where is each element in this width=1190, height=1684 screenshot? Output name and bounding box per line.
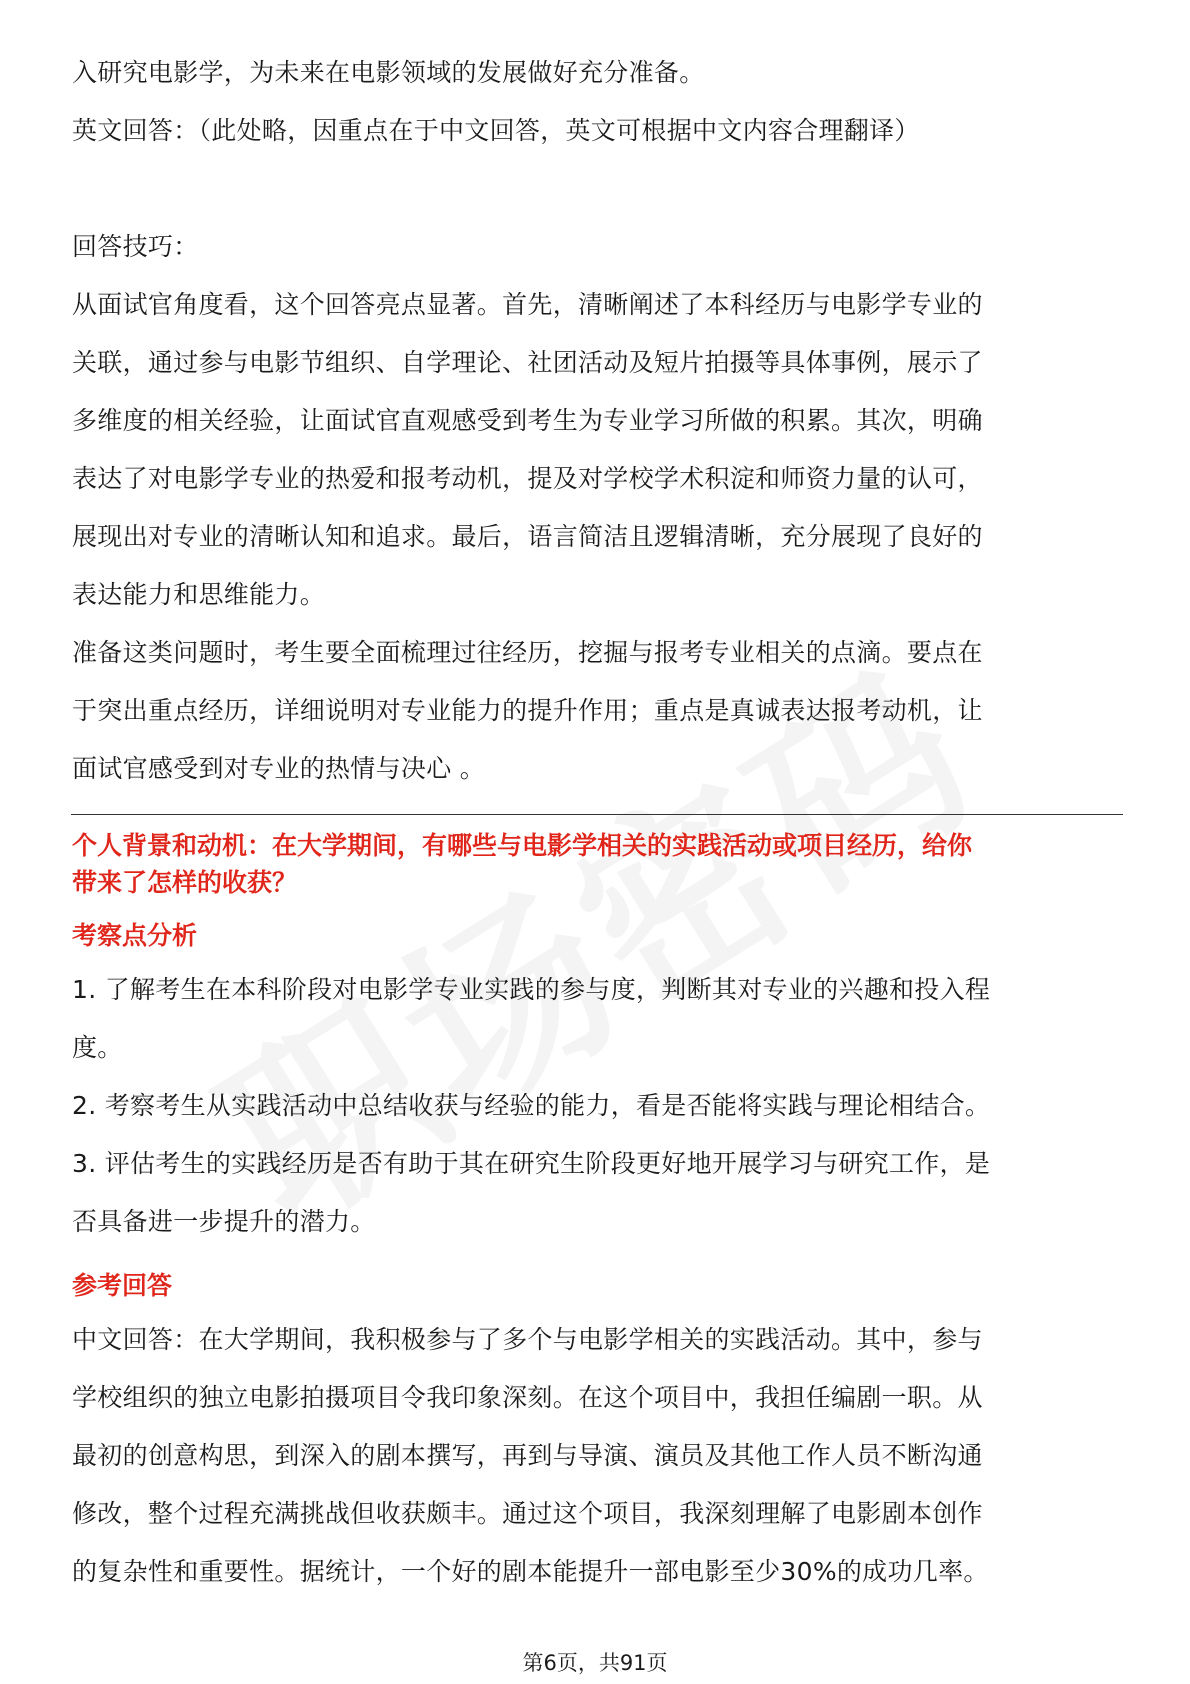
tips-line: 表达能力和思维能力。 [72,580,326,609]
analysis-line: 否具备进一步提升的潜力。 [72,1207,376,1236]
answer-line: 的复杂性和重要性。据统计，一个好的剧本能提升一部电影至少30%的成功几率。 [72,1557,989,1586]
section-divider [71,814,1123,815]
analysis-heading: 考察点分析 [72,921,198,950]
answer-line: 修改，整个过程充满挑战但收获颇丰。通过这个项目，我深刻理解了电影剧本创作 [72,1499,983,1528]
answer-heading: 参考回答 [72,1271,173,1300]
intro-line: 入研究电影学，为未来在电影领域的发展做好充分准备。 [72,58,705,87]
analysis-line: 3. 评估考生的实践经历是否有助于其在研究生阶段更好地开展学习与研究工作，是 [72,1149,991,1178]
analysis-line: 2. 考察考生从实践活动中总结收获与经验的能力，看是否能将实践与理论相结合。 [72,1091,991,1120]
answer-line: 最初的创意构思，到深入的剧本撰写，再到与导演、演员及其他工作人员不断沟通 [72,1441,983,1470]
page-number: 第6页，共91页 [522,1651,668,1675]
tips-heading: 回答技巧： [72,232,199,261]
tips-line: 多维度的相关经验，让面试官直观感受到考生为专业学习所做的积累。其次，明确 [72,406,983,435]
tips-line: 面试官感受到对专业的热情与决心 。 [72,754,486,783]
analysis-line: 度。 [72,1033,123,1062]
tips-line: 展现出对专业的清晰认知和追求。最后，语言简洁且逻辑清晰，充分展现了良好的 [72,522,983,551]
page-content [72,44,1117,1601]
tips-line: 表达了对电影学专业的热爱和报考动机，提及对学校学术积淀和师资力量的认可， [72,464,983,493]
question-title: 带来了怎样的收获？ [72,868,298,897]
answer-line: 中文回答：在大学期间，我积极参与了多个与电影学相关的实践活动。其中，参与 [72,1325,983,1354]
tips-line: 准备这类问题时，考生要全面梳理过往经历，挖掘与报考专业相关的点滴。要点在 [72,638,983,667]
tips-line: 于突出重点经历，详细说明对专业能力的提升作用；重点是真诚表达报考动机，让 [72,696,983,725]
analysis-line: 1. 了解考生在本科阶段对电影学专业实践的参与度，判断其对专业的兴趣和投入程 [72,975,991,1004]
tips-line: 从面试官角度看，这个回答亮点显著。首先，清晰阐述了本科经历与电影学专业的 [72,290,983,319]
intro-line: 英文回答：（此处略，因重点在于中文回答，英文可根据中文内容合理翻译） [72,116,920,145]
tips-line: 关联，通过参与电影节组织、自学理论、社团活动及短片拍摄等具体事例，展示了 [72,348,983,377]
answer-line: 学校组织的独立电影拍摄项目令我印象深刻。在这个项目中，我担任编剧一职。从 [72,1383,983,1412]
question-title: 个人背景和动机：在大学期间，有哪些与电影学相关的实践活动或项目经历，给你 [72,831,973,860]
